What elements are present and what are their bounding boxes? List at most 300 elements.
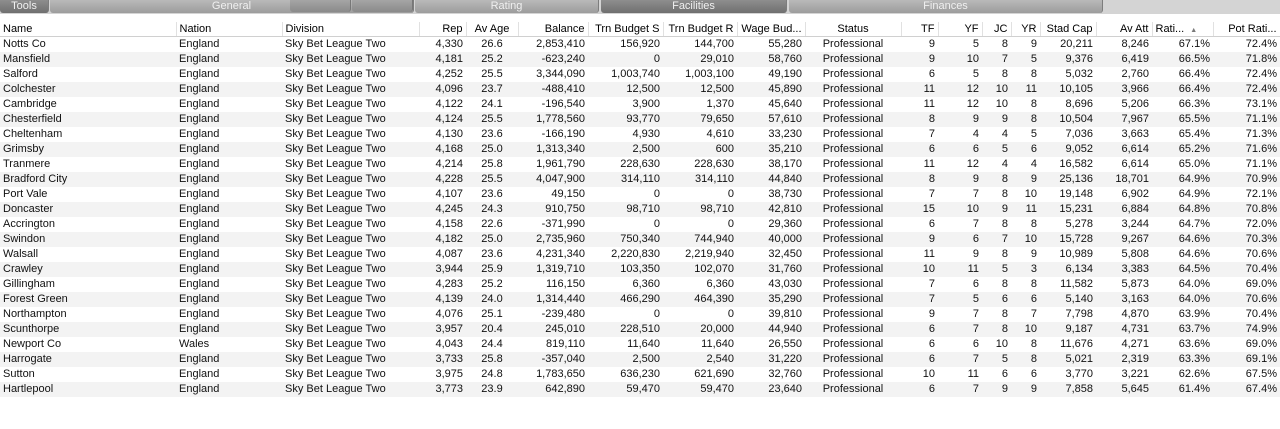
stadium-capacity-cell: 7,036 <box>1065 128 1093 140</box>
average-attendance-cell: 6,902 <box>1121 188 1149 200</box>
reputation-cell: 4,107 <box>435 188 463 200</box>
yr-cell: 8 <box>1030 68 1037 80</box>
balance-cell: -623,240 <box>518 52 588 67</box>
club-name-cell: Cheltenham <box>3 128 63 140</box>
table-row[interactable] <box>0 262 1280 277</box>
status-cell: Professional <box>805 112 901 127</box>
column-header[interactable]: YF <box>938 22 982 37</box>
transfer-budget-s-cell: 0 <box>588 52 663 67</box>
division-cell: Sky Bet League Two <box>285 98 386 110</box>
rating-cell: 64.7% <box>1178 218 1210 230</box>
balance-cell: 910,750 <box>518 202 588 217</box>
division-cell: Sky Bet League Two <box>285 248 386 260</box>
division-cell: Sky Bet League Two <box>285 128 386 140</box>
balance-cell: -357,040 <box>518 352 588 367</box>
club-name-cell: Newport Co <box>3 338 62 350</box>
transfer-budget-s-cell: 11,640 <box>627 338 660 350</box>
division-cell: Sky Bet League Two <box>285 188 386 200</box>
nation-cell: England <box>176 172 282 187</box>
column-header[interactable]: Balance <box>518 22 588 37</box>
rating-cell: 62.6% <box>1178 368 1210 380</box>
nation-cell: England <box>176 382 282 397</box>
balance-cell: 49,150 <box>551 188 585 200</box>
tab-general[interactable]: General <box>50 0 414 13</box>
stadium-capacity-cell: 6,134 <box>1040 262 1096 277</box>
transfer-budget-s-cell: 636,230 <box>620 368 660 380</box>
stadium-capacity-cell: 19,148 <box>1059 188 1093 200</box>
tf-cell: 7 <box>928 128 935 140</box>
division-cell: Sky Bet League Two <box>282 82 419 97</box>
wage-budget-cell: 58,760 <box>737 52 805 67</box>
club-name-cell: Harrogate <box>0 352 176 367</box>
average-attendance-cell: 2,319 <box>1096 352 1152 367</box>
table-row[interactable] <box>0 217 1280 232</box>
status-cell: Professional <box>805 292 901 307</box>
division-cell: Sky Bet League Two <box>285 38 386 50</box>
jc-cell: 10 <box>995 338 1008 350</box>
tab-tools[interactable]: Tools <box>0 0 49 13</box>
transfer-budget-r-cell: 102,070 <box>663 262 737 277</box>
yr-cell: 5 <box>1030 128 1037 140</box>
column-header-sorted[interactable] <box>1152 22 1213 37</box>
table-row[interactable] <box>0 172 1280 187</box>
nation-cell: England <box>179 68 220 80</box>
tf-cell: 6 <box>901 142 938 157</box>
tf-cell: 9 <box>928 38 935 50</box>
potential-rating-cell: 72.4% <box>1245 68 1277 80</box>
balance-cell: 245,010 <box>518 322 588 337</box>
table-row[interactable] <box>0 322 1280 337</box>
table-row[interactable] <box>0 307 1280 322</box>
stadium-capacity-cell: 7,858 <box>1040 382 1096 397</box>
stadium-capacity-cell: 25,136 <box>1040 172 1096 187</box>
reputation-cell: 4,087 <box>435 248 463 260</box>
transfer-budget-r-cell: 98,710 <box>663 202 737 217</box>
stadium-capacity-cell: 9,376 <box>1040 52 1096 67</box>
reputation-cell: 4,228 <box>419 172 466 187</box>
rating-cell: 64.6% <box>1152 232 1213 247</box>
club-name-cell: Notts Co <box>3 38 46 50</box>
wage-budget-cell: 32,450 <box>768 248 802 260</box>
column-header[interactable]: Nation <box>176 22 282 37</box>
jc-cell: 7 <box>982 52 1011 67</box>
status-cell: Professional <box>822 248 884 260</box>
yf-cell: 11 <box>967 368 979 380</box>
table-row[interactable] <box>0 187 1280 202</box>
rating-cell: 66.3% <box>1178 98 1210 110</box>
table-row[interactable] <box>0 52 1280 67</box>
status-cell: Professional <box>805 232 901 247</box>
tf-cell: 7 <box>928 278 935 290</box>
rating-cell: 66.4% <box>1152 82 1213 97</box>
table-row[interactable] <box>0 367 1280 382</box>
status-cell: Professional <box>805 262 901 277</box>
average-attendance-cell: 3,383 <box>1096 262 1152 277</box>
average-attendance-cell: 3,663 <box>1121 128 1149 140</box>
table-row[interactable] <box>0 247 1280 262</box>
balance-cell: 1,783,650 <box>536 368 585 380</box>
transfer-budget-r-cell: 0 <box>727 188 734 200</box>
average-age-cell: 23.6 <box>481 188 503 200</box>
balance-cell: -488,410 <box>518 82 588 97</box>
average-attendance-cell: 3,163 <box>1096 292 1152 307</box>
club-name-cell: Crawley <box>0 262 176 277</box>
table-row[interactable] <box>0 67 1280 82</box>
division-cell: Sky Bet League Two <box>282 262 419 277</box>
transfer-budget-r-cell: 6,360 <box>706 278 734 290</box>
division-cell: Sky Bet League Two <box>282 52 419 67</box>
potential-rating-cell: 71.6% <box>1213 142 1280 157</box>
tf-cell: 10 <box>901 262 938 277</box>
rating-cell: 63.9% <box>1178 308 1210 320</box>
stadium-capacity-cell: 5,140 <box>1040 292 1096 307</box>
average-age-cell: 24.3 <box>466 202 518 217</box>
jc-cell: 8 <box>1001 308 1008 320</box>
balance-cell: 819,110 <box>546 338 585 350</box>
tf-cell: 6 <box>928 68 935 80</box>
tf-cell: 8 <box>901 112 938 127</box>
nation-cell: England <box>176 352 282 367</box>
balance-cell: 4,047,900 <box>518 172 588 187</box>
jc-cell: 8 <box>1001 218 1008 230</box>
transfer-budget-r-cell: 12,500 <box>663 82 737 97</box>
balance-cell: 116,150 <box>546 278 585 290</box>
table-row[interactable] <box>0 382 1280 397</box>
rating-cell: 64.9% <box>1152 172 1213 187</box>
status-cell: Professional <box>805 52 901 67</box>
rating-cell: 65.2% <box>1152 142 1213 157</box>
balance-cell: 2,853,410 <box>536 38 585 50</box>
transfer-budget-s-cell: 3,900 <box>632 98 660 110</box>
division-cell: Sky Bet League Two <box>285 158 386 170</box>
nation-cell: England <box>179 308 220 320</box>
yf-cell: 9 <box>972 248 979 260</box>
status-cell: Professional <box>822 308 884 320</box>
yr-cell: 3 <box>1011 262 1040 277</box>
column-header[interactable]: Trn Budget R <box>663 22 737 37</box>
category-tab-bar <box>0 0 1280 14</box>
yr-cell: 9 <box>1030 38 1037 50</box>
potential-rating-cell: 69.0% <box>1245 278 1277 290</box>
jc-cell: 9 <box>982 202 1011 217</box>
rating-cell: 65.4% <box>1178 128 1210 140</box>
transfer-budget-s-cell: 0 <box>653 308 660 320</box>
wage-budget-cell: 35,210 <box>737 142 805 157</box>
balance-cell: 1,313,340 <box>518 142 588 157</box>
average-age-cell: 25.2 <box>481 278 503 290</box>
transfer-budget-s-cell: 98,710 <box>588 202 663 217</box>
reputation-cell: 3,733 <box>419 352 466 367</box>
potential-rating-cell: 70.6% <box>1213 292 1280 307</box>
transfer-budget-s-cell: 2,500 <box>588 352 663 367</box>
potential-rating-cell: 71.8% <box>1213 52 1280 67</box>
status-cell: Professional <box>805 172 901 187</box>
average-age-cell: 24.1 <box>481 98 503 110</box>
average-attendance-cell: 6,614 <box>1121 158 1149 170</box>
yr-cell: 6 <box>1030 368 1037 380</box>
nation-cell: England <box>176 232 282 247</box>
wage-budget-cell: 32,760 <box>768 368 802 380</box>
yr-cell: 8 <box>1011 352 1040 367</box>
rating-cell: 61.4% <box>1152 382 1213 397</box>
wage-budget-cell: 43,030 <box>768 278 802 290</box>
table-row[interactable] <box>0 97 1280 112</box>
table-row[interactable] <box>0 112 1280 127</box>
stadium-capacity-cell: 20,211 <box>1060 38 1093 50</box>
transfer-budget-r-cell: 1,003,100 <box>685 68 734 80</box>
status-cell: Professional <box>822 128 884 140</box>
status-cell: Professional <box>805 322 901 337</box>
yf-cell: 7 <box>938 352 982 367</box>
division-cell: Sky Bet League Two <box>282 232 419 247</box>
potential-rating-cell: 73.1% <box>1245 98 1277 110</box>
yr-cell: 8 <box>1011 112 1040 127</box>
column-header[interactable]: Trn Budget S <box>588 22 663 37</box>
table-row[interactable] <box>0 202 1280 217</box>
club-name-cell: Gillingham <box>3 278 55 290</box>
division-cell: Sky Bet League Two <box>282 202 419 217</box>
tf-cell: 7 <box>928 188 935 200</box>
nation-cell: England <box>176 322 282 337</box>
tf-cell: 9 <box>928 308 935 320</box>
nation-cell: Wales <box>179 338 210 350</box>
yf-cell: 9 <box>938 112 982 127</box>
transfer-budget-s-cell: 314,110 <box>588 172 663 187</box>
transfer-budget-r-cell: 314,110 <box>663 172 737 187</box>
yf-cell: 6 <box>938 232 982 247</box>
jc-cell: 4 <box>1001 158 1008 170</box>
club-name-cell: Tranmere <box>3 158 51 170</box>
jc-cell: 8 <box>1001 68 1008 80</box>
balance-cell: 2,735,960 <box>518 232 588 247</box>
tf-cell: 11 <box>923 158 935 170</box>
yf-cell: 12 <box>938 82 982 97</box>
average-age-cell: 25.9 <box>466 262 518 277</box>
average-attendance-cell: 3,966 <box>1096 82 1152 97</box>
stadium-capacity-cell: 8,696 <box>1065 98 1093 110</box>
rating-cell: 64.5% <box>1152 262 1213 277</box>
tf-cell: 6 <box>901 352 938 367</box>
column-header[interactable]: JC <box>982 22 1011 37</box>
column-header[interactable]: Av Age <box>466 22 518 37</box>
average-attendance-cell: 3,221 <box>1121 368 1149 380</box>
table-row[interactable] <box>0 127 1280 142</box>
wage-budget-cell: 35,290 <box>737 292 805 307</box>
column-header[interactable]: Name <box>0 22 176 37</box>
average-attendance-cell: 5,206 <box>1121 98 1149 110</box>
potential-rating-cell: 72.4% <box>1245 38 1277 50</box>
jc-cell: 8 <box>1001 248 1008 260</box>
yr-cell: 11 <box>1011 202 1040 217</box>
average-age-cell: 25.1 <box>481 308 503 320</box>
stadium-capacity-cell: 9,052 <box>1040 142 1096 157</box>
division-cell: Sky Bet League Two <box>285 218 386 230</box>
nation-cell: England <box>176 202 282 217</box>
column-header[interactable]: Stad Cap <box>1040 22 1096 37</box>
rating-cell: 64.9% <box>1178 188 1210 200</box>
reputation-cell: 3,975 <box>435 368 463 380</box>
yr-cell: 9 <box>1030 248 1037 260</box>
average-age-cell: 25.5 <box>466 172 518 187</box>
average-age-cell: 25.2 <box>466 52 518 67</box>
nation-cell: England <box>176 262 282 277</box>
average-attendance-cell: 5,873 <box>1121 278 1149 290</box>
transfer-budget-s-cell: 156,920 <box>620 38 660 50</box>
average-age-cell: 25.8 <box>481 158 503 170</box>
jc-cell: 6 <box>982 292 1011 307</box>
tf-cell: 6 <box>928 338 935 350</box>
nation-cell: England <box>179 218 220 230</box>
balance-cell: 3,344,090 <box>536 68 585 80</box>
table-row[interactable] <box>0 157 1280 172</box>
column-header[interactable]: Av Att <box>1096 22 1152 37</box>
tf-cell: 6 <box>928 218 935 230</box>
yr-cell: 9 <box>1011 382 1040 397</box>
transfer-budget-r-cell: 228,630 <box>694 158 734 170</box>
wage-budget-cell: 33,230 <box>768 128 802 140</box>
yf-cell: 6 <box>972 338 979 350</box>
reputation-cell: 4,043 <box>435 338 463 350</box>
wage-budget-cell: 44,940 <box>737 322 805 337</box>
reputation-cell: 4,283 <box>435 278 463 290</box>
club-name-cell: Forest Green <box>0 292 176 307</box>
transfer-budget-s-cell: 1,003,740 <box>611 68 660 80</box>
potential-rating-cell: 67.5% <box>1245 368 1277 380</box>
wage-budget-cell: 39,810 <box>768 308 802 320</box>
division-cell: Sky Bet League Two <box>285 278 386 290</box>
status-cell: Professional <box>822 98 884 110</box>
status-cell: Professional <box>805 202 901 217</box>
yf-cell: 10 <box>938 52 982 67</box>
average-attendance-cell: 2,760 <box>1121 68 1149 80</box>
status-cell: Professional <box>822 218 884 230</box>
jc-cell: 5 <box>982 142 1011 157</box>
transfer-budget-s-cell: 0 <box>653 188 660 200</box>
table-row[interactable] <box>0 142 1280 157</box>
stadium-capacity-cell: 11,676 <box>1060 338 1093 350</box>
transfer-budget-r-cell: 1,370 <box>706 98 734 110</box>
column-header[interactable]: TF <box>901 22 938 37</box>
transfer-budget-r-cell: 2,219,940 <box>685 248 734 260</box>
table-row[interactable] <box>0 337 1280 352</box>
wage-budget-cell: 49,190 <box>768 68 802 80</box>
transfer-budget-r-cell: 744,940 <box>663 232 737 247</box>
wage-budget-cell: 23,640 <box>737 382 805 397</box>
table-row[interactable] <box>0 37 1280 53</box>
transfer-budget-r-cell: 600 <box>663 142 737 157</box>
potential-rating-cell: 70.9% <box>1213 172 1280 187</box>
stadium-capacity-cell: 10,989 <box>1059 248 1093 260</box>
potential-rating-cell: 67.4% <box>1213 382 1280 397</box>
jc-cell: 8 <box>982 322 1011 337</box>
stadium-capacity-cell: 10,105 <box>1040 82 1096 97</box>
yr-cell: 10 <box>1011 322 1040 337</box>
jc-cell: 9 <box>982 382 1011 397</box>
division-cell: Sky Bet League Two <box>282 352 419 367</box>
tf-cell: 15 <box>901 202 938 217</box>
tab-facilities[interactable]: Facilities <box>601 0 787 13</box>
average-attendance-cell: 5,645 <box>1096 382 1152 397</box>
table-row[interactable] <box>0 277 1280 292</box>
tf-cell: 8 <box>901 172 938 187</box>
yr-cell: 9 <box>1011 172 1040 187</box>
transfer-budget-s-cell: 228,510 <box>588 322 663 337</box>
status-cell: Professional <box>822 278 884 290</box>
table-row[interactable] <box>0 82 1280 97</box>
nation-cell: England <box>176 52 282 67</box>
club-name-cell: Doncaster <box>0 202 176 217</box>
reputation-cell: 4,214 <box>435 158 463 170</box>
reputation-cell: 4,122 <box>435 98 463 110</box>
jc-cell: 9 <box>982 112 1011 127</box>
average-attendance-cell: 6,419 <box>1096 52 1152 67</box>
table-row[interactable] <box>0 292 1280 307</box>
column-header[interactable]: Pot Rati... <box>1213 22 1280 37</box>
rating-cell: 65.0% <box>1178 158 1210 170</box>
average-age-cell: 24.4 <box>481 338 503 350</box>
column-header[interactable]: YR <box>1011 22 1040 37</box>
potential-rating-cell: 70.3% <box>1213 232 1280 247</box>
average-age-cell: 24.0 <box>466 292 518 307</box>
balance-cell: 642,890 <box>518 382 588 397</box>
tab-rating[interactable]: Rating <box>415 0 599 13</box>
rating-cell: 64.8% <box>1152 202 1213 217</box>
potential-rating-cell: 72.1% <box>1245 188 1277 200</box>
stadium-capacity-cell: 9,187 <box>1040 322 1096 337</box>
yr-cell: 8 <box>1030 218 1037 230</box>
column-header[interactable]: Status <box>805 22 901 37</box>
table-row[interactable] <box>0 232 1280 247</box>
nation-cell: England <box>176 82 282 97</box>
status-cell: Professional <box>822 38 884 50</box>
column-header[interactable]: Division <box>282 22 419 37</box>
yr-cell: 10 <box>1024 188 1037 200</box>
reputation-cell: 4,181 <box>419 52 466 67</box>
status-cell: Professional <box>805 352 901 367</box>
transfer-budget-s-cell: 103,350 <box>588 262 663 277</box>
status-cell: Professional <box>805 142 901 157</box>
nation-cell: England <box>179 128 220 140</box>
tab-finances[interactable]: Finances <box>789 0 1103 13</box>
yr-cell: 11 <box>1011 82 1040 97</box>
stadium-capacity-cell: 5,032 <box>1065 68 1093 80</box>
yf-cell: 5 <box>938 292 982 307</box>
balance-cell: -239,480 <box>541 308 585 320</box>
wage-budget-cell: 44,840 <box>737 172 805 187</box>
yf-cell: 12 <box>966 98 979 110</box>
rating-cell: 64.0% <box>1178 278 1210 290</box>
reputation-cell: 4,124 <box>419 112 466 127</box>
club-name-cell: Cambridge <box>3 98 57 110</box>
club-name-cell: Grimsby <box>0 142 176 157</box>
wage-budget-cell: 42,810 <box>737 202 805 217</box>
club-name-cell: Bradford City <box>0 172 176 187</box>
potential-rating-cell: 71.1% <box>1245 158 1277 170</box>
table-row[interactable] <box>0 352 1280 367</box>
balance-cell: 1,961,790 <box>536 158 585 170</box>
average-age-cell: 20.4 <box>466 322 518 337</box>
reputation-cell: 4,130 <box>435 128 463 140</box>
wage-budget-cell: 31,220 <box>737 352 805 367</box>
jc-cell: 8 <box>982 172 1011 187</box>
column-header[interactable]: Rep <box>419 22 466 37</box>
transfer-budget-s-cell: 228,630 <box>620 158 660 170</box>
column-header[interactable]: Wage Bud... <box>737 22 805 37</box>
rating-cell: 67.1% <box>1178 38 1210 50</box>
jc-cell: 7 <box>982 232 1011 247</box>
division-cell: Sky Bet League Two <box>282 172 419 187</box>
yr-cell: 8 <box>1030 278 1037 290</box>
